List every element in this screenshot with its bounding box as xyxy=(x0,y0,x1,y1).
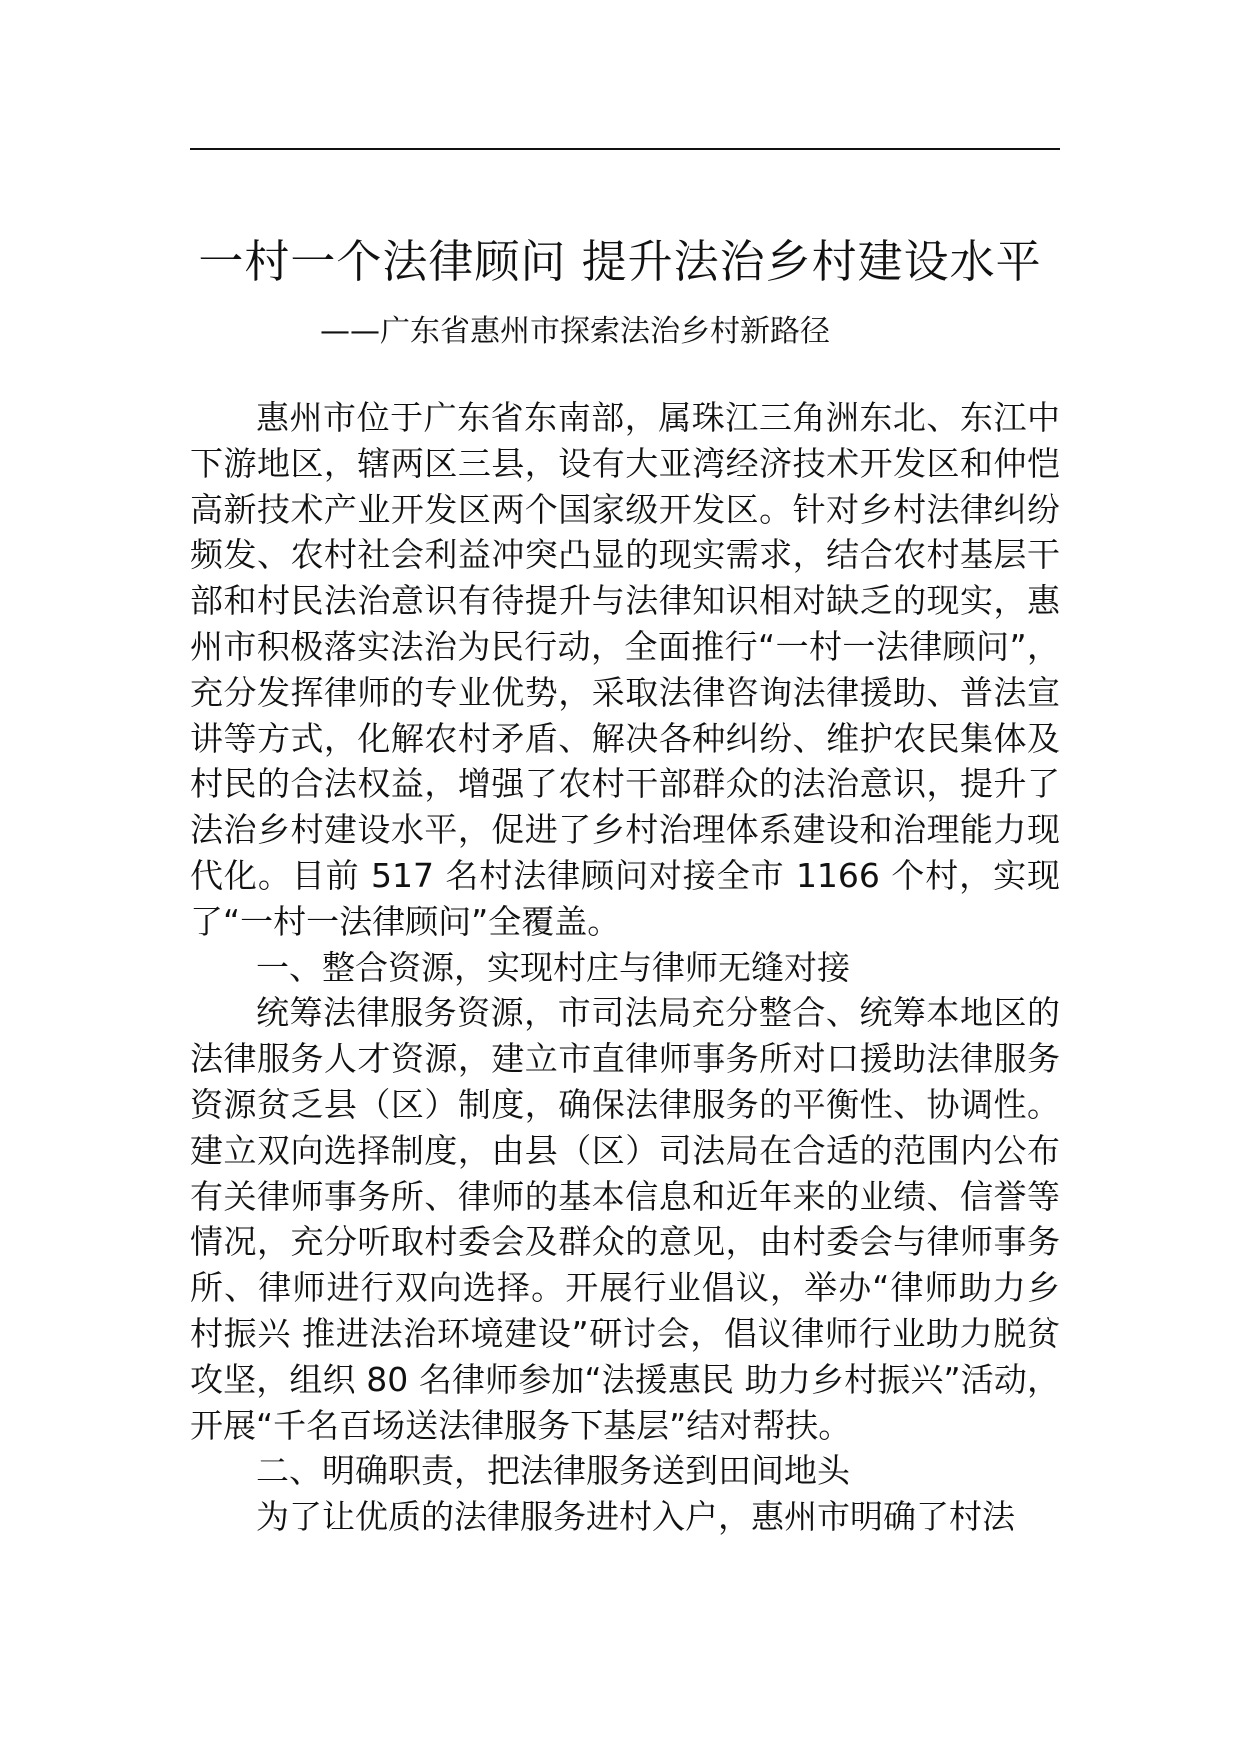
paragraph-section-2: 为了让优质的法律服务进村入户，惠州市明确了村法 xyxy=(256,1497,1015,1537)
section-heading-2: 二、明确职责，把法律服务送到田间地头 xyxy=(256,1451,850,1491)
paragraph-intro: 惠州市位于广东省东南部，属珠江三角洲东北、东江中下游地区，辖两区三县，设有大亚湾经济技术开发区和仲恺高新技术产业开发区两个国家级开发区。针对乡村法律纠纷频发、农村社会利益冲突凸显的现实需求，结合农村基层干部和村民法治意识有待提升与法律知识相对缺乏的现实，惠州市积极落实法治为民行动，全面推行“一村一法律顾问”，充分发挥律师的专业优势，采取法律咨询法律援助、普法宣讲等方式，化解农村矛盾、解决各种纠纷、维护农民集体及村民的合法权益，增强了农村干部群众的法治意识，提升了法治乡村建设水平，促进了乡村治理体系建设和治理能力现代化。目前 517 名村法律顾问对接全市 1166 个村，实现了“一村一法律顾问”全覆盖。 xyxy=(190,398,1060,941)
header-rule xyxy=(190,148,1060,150)
document-title: 一村一个法律顾问 提升法治乡村建设水平 xyxy=(198,235,1042,288)
paragraph-section-1: 统筹法律服务资源，市司法局充分整合、统筹本地区的法律服务人才资源，建立市直律师事务所对口援助法律服务资源贫乏县（区）制度，确保法律服务的平衡性、协调性。建立双向选择制度，由县（区）司法局在合适的范围内公布有关律师事务所、律师的基本信息和近年来的业绩、信誉等情况，充分听取村委会及群众的意见，由村委会与律师事务所、律师进行双向选择。开展行业倡议，举办“律师助力乡村振兴 推进法治环境建设”研讨会，倡议律师行业助力脱贫攻坚，组织 80 名律师参加“法援惠民 助力乡村振兴”活动，开展“千名百场送法律服务下基层”结对帮扶。 xyxy=(190,993,1060,1445)
document-subtitle: ——广东省惠州市探索法治乡村新路径 xyxy=(320,314,830,349)
section-heading-1: 一、整合资源，实现村庄与律师无缝对接 xyxy=(256,947,850,987)
document-body xyxy=(190,395,1060,1540)
